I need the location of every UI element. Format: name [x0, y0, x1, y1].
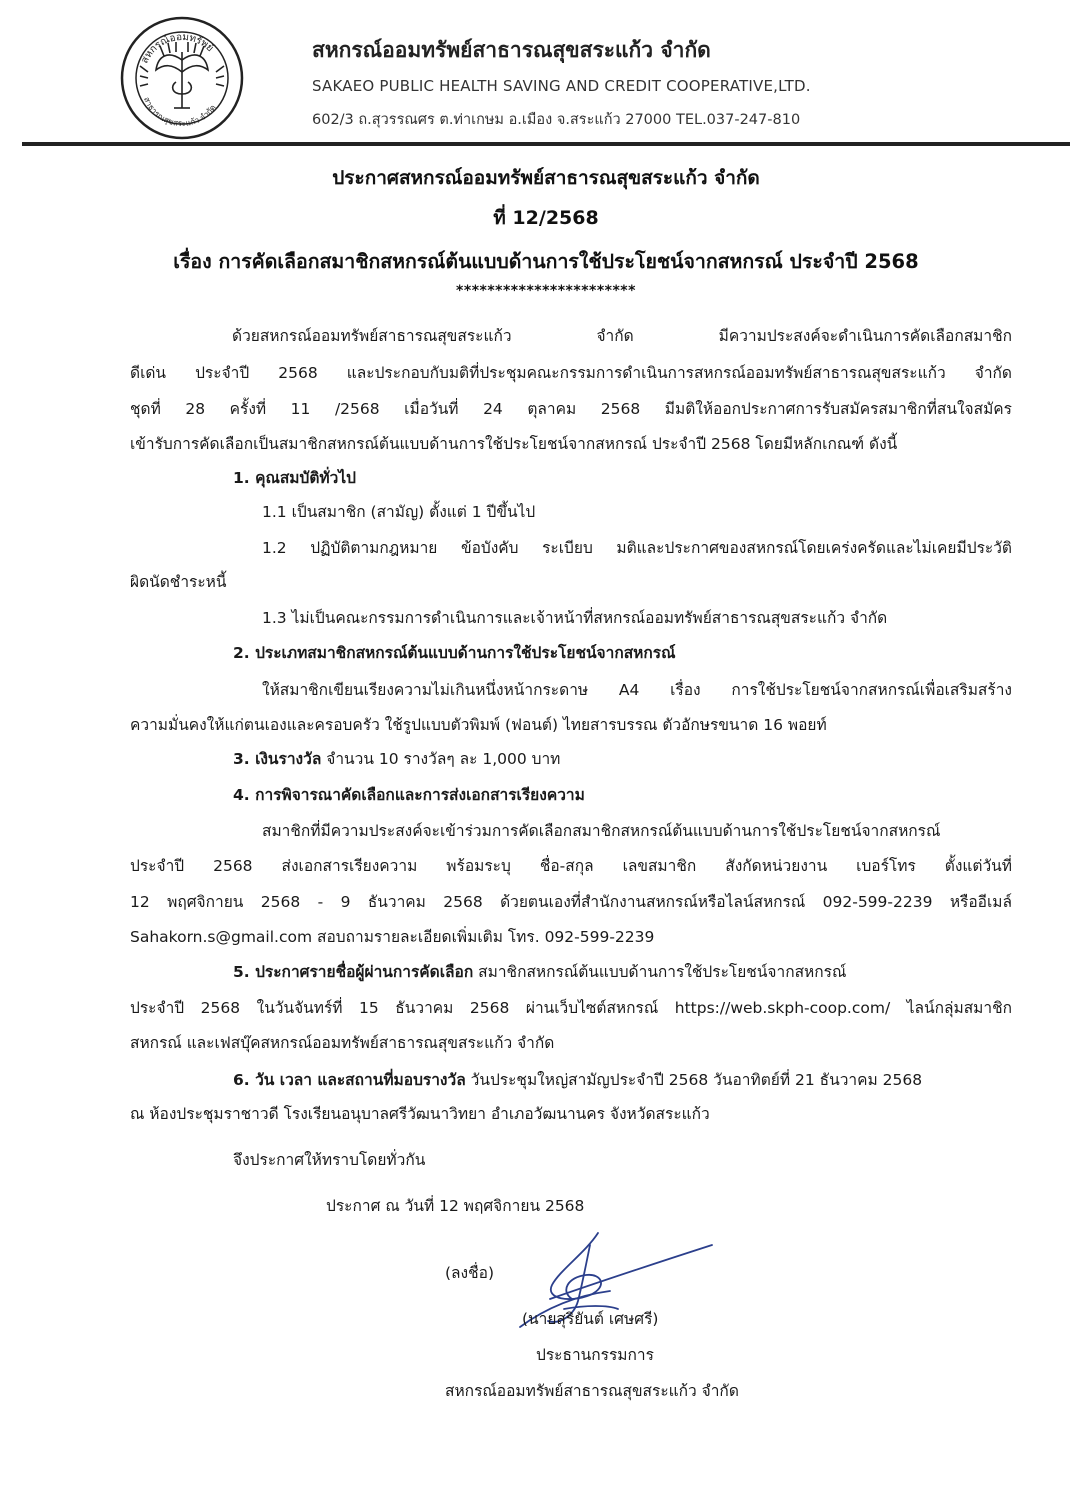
announcement-number: ที่ 12/2568 [493, 207, 599, 229]
org-name-english: SAKAEO PUBLIC HEALTH SAVING AND CREDIT COOPERATIVE,LTD. [312, 77, 811, 95]
section-5-line-3: สหกรณ์ และเฟสบุ๊คสหกรณ์ออมทรัพย์สาธารณสุขสระแก้ว จำกัด [130, 1034, 555, 1052]
section-6-title: 6. วัน เวลา และสถานที่มอบรางวัล [233, 1071, 466, 1089]
section-4-line-1: สมาชิกที่มีความประสงค์จะเข้าร่วมการคัดเลือกสมาชิกสหกรณ์ต้นแบบด้านการใช้ประโยชน์จากสหกรณ์ [262, 822, 941, 840]
intro-line-1: ด้วยสหกรณ์ออมทรัพย์สาธารณสุขสระแก้ว จำกัด มีความประสงค์จะดำเนินการคัดเลือกสมาชิก [232, 327, 1012, 345]
section-2-line-1: ให้สมาชิกเขียนเรียงความไม่เกินหนึ่งหน้ากระดาษ A4 เรื่อง การใช้ประโยชน์จากสหกรณ์เพื่อเสริมสร้าง [262, 681, 1012, 699]
signer-organization: สหกรณ์ออมทรัพย์สาธารณสุขสระแก้ว จำกัด [445, 1382, 739, 1400]
section-1-2-cont: ผิดนัดชำระหนี้ [130, 573, 227, 591]
section-2-line-2: ความมั่นคงให้แก่ตนเองและครอบครัว ใช้รูปแบบตัวพิมพ์ (ฟอนต์) ไทยสารบรรณ ตัวอักษรขนาด 16 พอยท์ [130, 716, 827, 734]
signer-name: (นายสุริยันต์ เศษศรี) [522, 1310, 659, 1328]
signer-title: ประธานกรรมการ [536, 1346, 654, 1364]
intro-line-2: ดีเด่น ประจำปี 2568 และประกอบกับมติที่ประชุมคณะกรรมการดำเนินการสหกรณ์ออมทรัพย์สาธารณสุขสระแก้ว จำกัด [130, 364, 1012, 382]
org-name-thai: สหกรณ์ออมทรัพย์สาธารณสุขสระแก้ว จำกัด [312, 38, 711, 62]
section-3 [233, 746, 560, 771]
section-6-line-2: ณ ห้องประชุมราชาวดี โรงเรียนอนุบาลศรีวัฒนาวิทยา อำเภอวัฒนานคร จังหวัดสระแก้ว [130, 1105, 710, 1123]
section-1-title: 1. คุณสมบัติทั่วไป [233, 469, 356, 487]
section-5-title: 5. ประกาศรายชื่อผู้ผ่านการคัดเลือก [233, 963, 474, 981]
intro-line-3: ชุดที่ 28 ครั้งที่ 11 /2568 เมื่อวันที่ 24 ตุลาคม 2568 มีมติให้ออกประกาศการรับสมัครสมาชิกที่สนใจสมัคร [130, 400, 1012, 418]
cooperative-seal-logo [120, 16, 244, 140]
seal-text-top: สหกรณ์ออมทรัพย์ [139, 31, 216, 66]
section-5-text: สมาชิกสหกรณ์ต้นแบบด้านการใช้ประโยชน์จากสหกรณ์ [473, 963, 847, 981]
section-4-line-2: ประจำปี 2568 ส่งเอกสารเรียงความ พร้อมระบุ ชื่อ-สกุล เลขสมาชิก สังกัดหน่วยงาน เบอร์โทร ตั้งแต่วันที่ [130, 857, 1012, 875]
intro-line-4: เข้ารับการคัดเลือกเป็นสมาชิกสหกรณ์ต้นแบบด้านการใช้ประโยชน์จากสหกรณ์ ประจำปี 2568 โดยมีหลักเกณฑ์ ดังนี้ [130, 435, 898, 453]
section-4-line-4: Sahakorn.s@gmail.com สอบถามรายละเอียดเพิ่มเติม โทร. 092-599-2239 [130, 928, 655, 946]
announcement-date: ประกาศ ณ วันที่ 12 พฤศจิกายน 2568 [326, 1197, 585, 1215]
announcement-title: ประกาศสหกรณ์ออมทรัพย์สาธารณสุขสระแก้ว จำกัด [332, 167, 760, 189]
signed-label: (ลงชื่อ) [445, 1264, 494, 1282]
section-1-1: 1.1 เป็นสมาชิก (สามัญ) ตั้งแต่ 1 ปีขึ้นไป [262, 503, 536, 521]
section-4-title: 4. การพิจารณาคัดเลือกและการส่งเอกสารเรียงความ [233, 786, 585, 804]
section-1-2: 1.2 ปฏิบัติตามกฎหมาย ข้อบังคับ ระเบียบ มติและประกาศของสหกรณ์โดยเคร่งครัดและไม่เคยมีประวัติ [262, 539, 1012, 557]
section-5-line-2: ประจำปี 2568 ในวันจันทร์ที่ 15 ธันวาคม 2568 ผ่านเว็บไซต์สหกรณ์ https://web.skph-coop.com/ ไลน์กลุ่มสมาชิก [130, 999, 1012, 1017]
section-4-line-3: 12 พฤศจิกายน 2568 - 9 ธันวาคม 2568 ด้วยตนเองที่สำนักงานสหกรณ์หรือไลน์สหกรณ์ 092-599-2239 หรืออีเมล์ [130, 893, 1012, 911]
separator-stars: *********************** [456, 283, 636, 299]
svg-text:สาธารณสุขสระแก้ว จำกัด [142, 96, 218, 128]
section-3-title: 3. เงินรางวัล [233, 750, 322, 768]
org-address: 602/3 ถ.สุวรรณศร ต.ท่าเกษม อ.เมือง จ.สระแก้ว 27000 TEL.037-247-810 [312, 112, 801, 128]
header-divider [22, 142, 1070, 146]
announcement-subject: เรื่อง การคัดเลือกสมาชิกสหกรณ์ต้นแบบด้านการใช้ประโยชน์จากสหกรณ์ ประจำปี 2568 [173, 250, 919, 273]
section-5-line-1 [233, 959, 846, 984]
section-6-line-1 [233, 1067, 922, 1092]
section-6-text: วันประชุมใหญ่สามัญประจำปี 2568 วันอาทิตย์ที่ 21 ธันวาคม 2568 [465, 1071, 923, 1089]
section-2-title: 2. ประเภทสมาชิกสหกรณ์ต้นแบบด้านการใช้ประโยชน์จากสหกรณ์ [233, 644, 676, 662]
seal-text-bottom: สาธารณสุขสระแก้ว จำกัด [142, 95, 218, 129]
closing-notice: จึงประกาศให้ทราบโดยทั่วกัน [233, 1151, 426, 1169]
section-3-text: จำนวน 10 รางวัลๆ ละ 1,000 บาท [321, 750, 561, 768]
section-1-3: 1.3 ไม่เป็นคณะกรรมการดำเนินการและเจ้าหน้าที่สหกรณ์ออมทรัพย์สาธารณสุขสระแก้ว จำกัด [262, 609, 888, 627]
